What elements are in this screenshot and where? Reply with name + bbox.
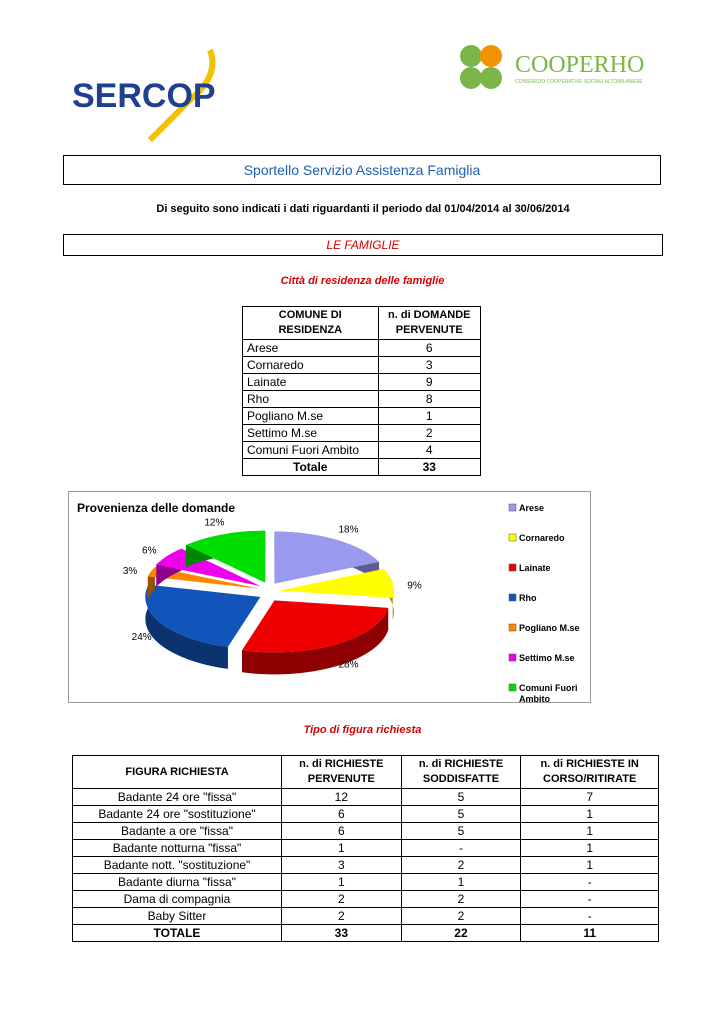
table-row: Comuni Fuori Ambito 4 xyxy=(243,442,481,459)
header-comune: COMUNE DI RESIDENZA xyxy=(243,307,379,340)
header-soddisfatte: n. di RICHIESTE SODDISFATTE xyxy=(401,756,521,789)
pie-percent-label: 24% xyxy=(131,632,152,643)
table-total-row: Totale 33 xyxy=(243,459,481,476)
figures-table xyxy=(72,755,659,942)
legend-swatch xyxy=(509,504,516,511)
table-total-row: TOTALE 33 22 11 xyxy=(73,925,659,942)
cooperho-logo-subtitle: CONSORZIO COOPERATIVE SOCIALI ALTOMILANESE xyxy=(515,79,643,85)
header-pervenute: n. di RICHIESTE PERVENUTE xyxy=(282,756,402,789)
intro-text: Di seguito sono indicati i dati riguardanti il periodo dal 01/04/2014 al 30/06/2014 xyxy=(156,203,570,215)
chart-title: Provenienza delle domande xyxy=(77,501,236,515)
figures-caption: Tipo di figura richiesta xyxy=(303,724,422,736)
sercop-logo-text: SERCOP xyxy=(72,77,216,115)
pie-percent-label: 18% xyxy=(338,524,359,536)
table-row: Badante 24 ore "fissa" 12 5 7 xyxy=(73,789,659,806)
table-row: Settimo M.se 2 xyxy=(243,425,481,442)
table-row: Badante diurna "fissa" 1 1 - xyxy=(73,874,659,891)
table-row: Arese 6 xyxy=(243,340,481,357)
pie-percent-label: 3% xyxy=(122,565,138,577)
legend-label: Lainate xyxy=(519,563,551,573)
table-row: Rho 8 xyxy=(243,391,481,408)
header-domande: n. di DOMANDE PERVENUTE xyxy=(378,307,480,340)
legend-label: Arese xyxy=(519,503,545,513)
legend-swatch xyxy=(509,564,516,571)
pie-chart xyxy=(69,492,590,702)
page-title-box xyxy=(63,155,661,185)
legend-label: Cornaredo xyxy=(519,533,565,543)
table-header-row xyxy=(73,756,659,789)
sercop-logo xyxy=(70,45,230,145)
pie-percent-label: 6% xyxy=(142,545,157,557)
table-row: Dama di compagnia 2 2 - xyxy=(73,891,659,908)
table-row: Lainate 9 xyxy=(243,374,481,391)
legend-swatch xyxy=(509,534,516,541)
legend-swatch xyxy=(509,684,516,691)
table-row: Baby Sitter 2 2 - xyxy=(73,908,659,925)
header-in-corso: n. di RICHIESTE IN CORSO/RITIRATE xyxy=(521,756,659,789)
legend-label: Pogliano M.se xyxy=(519,623,580,633)
legend-swatch xyxy=(509,654,516,661)
legend-swatch xyxy=(509,624,516,631)
legend-label: Comuni Fuori Ambito xyxy=(519,683,578,702)
section-heading: LE FAMIGLIE xyxy=(326,238,400,252)
table-row: Cornaredo 3 xyxy=(243,357,481,374)
header-figura: FIGURA RICHIESTA xyxy=(73,756,282,789)
table-row: Badante 24 ore "sostituzione" 6 5 1 xyxy=(73,806,659,823)
pie-percent-label: 12% xyxy=(204,517,225,529)
pie-percent-label: 9% xyxy=(407,580,422,592)
pie-percent-label: 28% xyxy=(338,659,359,671)
legend-label: Rho xyxy=(519,593,537,603)
table-row: Badante notturna "fissa" 1 - 1 xyxy=(73,840,659,857)
residence-table xyxy=(242,306,481,476)
table-header-row xyxy=(243,307,481,340)
table-row: Pogliano M.se 1 xyxy=(243,408,481,425)
cooperho-logo-text: COOPERHO xyxy=(515,52,645,78)
page-title: Sportello Servizio Assistenza Famiglia xyxy=(243,162,481,178)
cooperho-logo xyxy=(455,38,665,100)
chart-container xyxy=(68,491,591,703)
table-row: Badante a ore "fissa" 6 5 1 xyxy=(73,823,659,840)
legend-swatch xyxy=(509,594,516,601)
residence-caption: Città di residenza delle famiglie xyxy=(280,275,445,287)
table-row: Badante nott. "sostituzione" 3 2 1 xyxy=(73,857,659,874)
section-heading-box xyxy=(63,234,663,256)
legend-label: Settimo M.se xyxy=(519,653,575,663)
